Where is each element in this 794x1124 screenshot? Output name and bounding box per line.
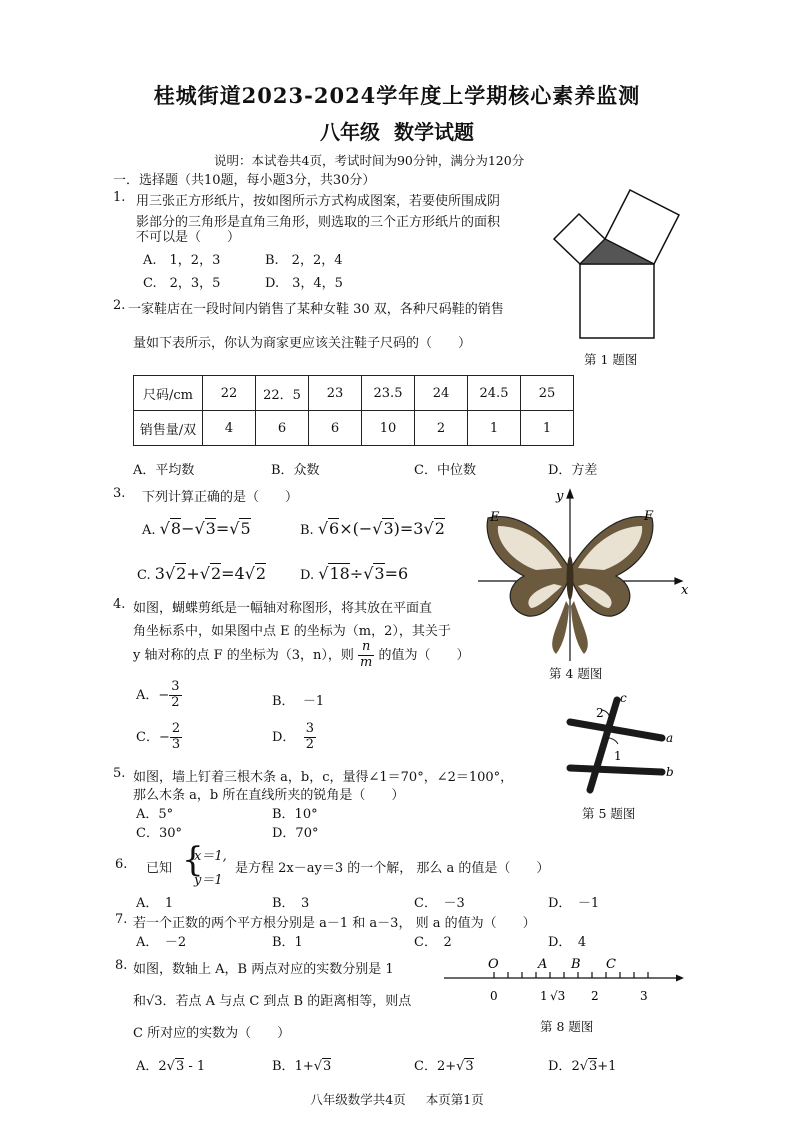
q4-option-d[interactable]: D． $\frac{3}{2}$ (272, 721, 314, 752)
q5-line2: 那么木条 a，b 所在直线所夹的锐角是（ ） (133, 788, 405, 803)
q6-sys-line2: y＝1 (194, 873, 223, 888)
q3-option-c[interactable]: C. 3√2+√2=4√2 (137, 564, 267, 583)
q3-option-c-label: C. (137, 568, 151, 583)
table-cell: 23.5 (362, 376, 415, 411)
table-cell: 6 (256, 411, 309, 446)
q1-option-c[interactable]: C. 2，3，5 (143, 276, 221, 291)
q5-line1: 如图，墙上钉着三根木条 a，b，c，量得∠1＝70°，∠2＝100°， (133, 770, 514, 785)
q4-option-a-label: A． (136, 687, 159, 703)
table-cell: 尺码/cm (134, 376, 203, 411)
q1-line3: 不可以是（ ） (136, 230, 241, 245)
table-cell: 25 (521, 376, 574, 411)
q7-option-d[interactable]: D． 4 (548, 935, 587, 950)
q6-option-d[interactable]: D． －1 (548, 896, 600, 911)
q7-option-a[interactable]: A． －2 (136, 935, 187, 950)
grade-label: 八年级 (320, 120, 380, 144)
q4-line3-end: 的值为（ ） (378, 647, 470, 663)
y-arrow-icon (567, 490, 573, 498)
q6-option-c[interactable]: C． －3 (414, 896, 465, 911)
table-row (134, 411, 574, 446)
q1-line2: 影部分的三角形是直角三角形，则选取的三个正方形纸片的面积 (136, 215, 501, 230)
q4-butterfly-figure (476, 486, 696, 662)
q6-option-b[interactable]: B． 3 (272, 896, 310, 911)
q4-option-b-value: －1 (302, 694, 325, 709)
q1-option-b[interactable]: B. 2，2，4 (265, 253, 343, 268)
table-cell: 24.5 (468, 376, 521, 411)
shaded-triangle (580, 239, 654, 264)
q4-option-a[interactable]: A．− $\frac{3}{2}$ (136, 679, 180, 710)
q4-option-d-label: D． (272, 729, 296, 745)
q2-option-b[interactable]: B．众数 (271, 463, 320, 478)
q5-option-a[interactable]: A．5° (136, 807, 174, 822)
exam-subtitle (0, 116, 794, 145)
q3-option-a-label: A. (142, 523, 156, 538)
bottom-square (580, 264, 654, 338)
q8-number-line (440, 952, 690, 1010)
q3-number: 3. (113, 486, 126, 501)
q2-option-a[interactable]: A．平均数 (133, 463, 195, 478)
table-cell: 24 (415, 376, 468, 411)
subject-label: 数学试题 (394, 120, 474, 144)
q1-number: 1. (113, 190, 126, 205)
point-A-label: A (538, 957, 548, 972)
q4-option-b-label: B． (272, 694, 295, 709)
q3-option-a[interactable]: A. √8−√3=√5 (142, 519, 251, 538)
q7-number: 7. (115, 912, 128, 927)
q1-option-d[interactable]: D. 3，4，5 (265, 276, 343, 291)
q8-caption: 第 8 题图 (540, 1019, 594, 1034)
q6-stem: 是方程 2x－ay＝3 的一个解， 那么 a 的值是（ ） (235, 861, 550, 876)
q4-option-c-label: C． (136, 729, 159, 745)
q8-option-d-label: D． (548, 1059, 572, 1074)
q4-line1: 如图，蝴蝶剪纸是一幅轴对称图形，将其放在平面直 (133, 601, 433, 616)
q8-option-b-label: B． (272, 1059, 295, 1074)
q3-option-d[interactable]: D. √18÷√3=6 (300, 564, 409, 583)
q2-option-d[interactable]: D．方差 (548, 463, 598, 478)
q8-line3: C 所对应的实数为（ ） (133, 1026, 291, 1041)
q8-line1: 如图，数轴上 A，B 两点对应的实数分别是 1 (133, 962, 394, 977)
q5-number: 5. (113, 766, 126, 781)
q2-line2: 量如下表所示，你认为商家更应该关注鞋子尺码的（ ） (133, 336, 472, 351)
tick-3-label: 3 (640, 989, 648, 1003)
table-cell: 22 (203, 376, 256, 411)
label-x: x (681, 583, 689, 598)
q8-option-c[interactable]: C．2+√3 (414, 1059, 474, 1074)
q7-stem: 若一个正数的两个平方根分别是 a－1 和 a－3， 则 a 的值为（ ） (133, 916, 536, 931)
q8-line2: 和√3．若点 A 与点 C 到点 B 的距离相等，则点 (133, 994, 412, 1009)
q4-line3 (133, 640, 470, 671)
table-cell: 1 (521, 411, 574, 446)
exam-note: 说明：本试卷共4页，考试时间为90分钟，满分为120分 (214, 153, 525, 168)
q8-option-b[interactable]: B．1+√3 (272, 1059, 332, 1074)
point-O-label: O (488, 957, 499, 972)
q6-brace: { (182, 840, 204, 880)
q5-sticks-figure (560, 690, 680, 798)
q8-option-d[interactable]: D．2√3+1 (548, 1059, 617, 1074)
frac-denominator: m (360, 654, 373, 670)
table-cell: 22．5 (256, 376, 309, 411)
q1-caption: 第 1 题图 (584, 352, 638, 367)
table-cell: 1 (468, 411, 521, 446)
footer-page-number: 本页第1页 (425, 1092, 484, 1107)
table-cell: 销售量/双 (134, 411, 203, 446)
q4-number: 4. (113, 597, 126, 612)
q1-option-a[interactable]: A. 1，2，3 (143, 253, 221, 268)
q1-squares-figure (548, 180, 698, 345)
q8-option-a-label: A． (136, 1059, 159, 1074)
q1-line1: 用三张正方形纸片，按如图所示方式构成图案，若要使所围成阴 (136, 194, 501, 209)
q5-option-d[interactable]: D．70° (272, 826, 319, 841)
footer-total-pages: 八年级数学共4页 (310, 1092, 406, 1107)
table-row (134, 376, 574, 411)
q4-line2: 角坐标系中，如果图中点 E 的坐标为（m，2），其关于 (133, 624, 451, 639)
q5-option-b[interactable]: B．10° (272, 807, 318, 822)
q6-number: 6. (115, 857, 128, 872)
stick-b (570, 768, 662, 772)
q3-option-b-label: B. (300, 523, 314, 538)
q8-option-c-label: C． (414, 1059, 437, 1074)
table-cell: 6 (309, 411, 362, 446)
point-B-label: B (571, 957, 581, 972)
q5-caption: 第 5 题图 (582, 806, 636, 821)
q6-pre: 已知 (146, 861, 173, 876)
tick-0-label: 0 (490, 989, 498, 1003)
label-F: F (644, 509, 654, 524)
tick-2-label: 2 (591, 989, 599, 1003)
label-a: a (666, 731, 674, 745)
table-cell: 23 (309, 376, 362, 411)
q3-option-b[interactable]: B. √6×(−√3)=3√2 (300, 519, 445, 538)
axis-arrow-icon (676, 975, 684, 982)
table-cell: 2 (415, 411, 468, 446)
label-y: y (556, 489, 564, 504)
stick-a (570, 722, 662, 738)
label-E: E (490, 510, 500, 525)
q3-stem: 下列计算正确的是（ ） (142, 490, 299, 505)
q2-option-c[interactable]: C．中位数 (414, 463, 476, 478)
q2-number: 2. (113, 298, 126, 313)
frac-numerator: n (358, 640, 374, 656)
q8-number: 8. (115, 958, 128, 973)
q6-sys-line1: x＝1, (194, 849, 227, 864)
q7-option-c[interactable]: C． 2 (414, 935, 452, 950)
q4-line3-text: y 轴对称的点 F 的坐标为（3，n），则 (133, 647, 354, 663)
q4-option-b[interactable] (272, 690, 324, 709)
q8-option-a[interactable]: A．2√3 - 1 (136, 1059, 206, 1074)
q5-option-c[interactable]: C．30° (136, 826, 182, 841)
tick-sqrt3-label: √3 (550, 989, 566, 1003)
page-footer (0, 1090, 794, 1108)
q6-option-a[interactable]: A． 1 (136, 896, 174, 911)
table-cell: 4 (203, 411, 256, 446)
q4-option-c[interactable]: C．− $\frac{2}{3}$ (136, 721, 181, 752)
q4-caption: 第 4 题图 (549, 666, 603, 681)
q2-size-table (133, 375, 574, 446)
axis-ticks (494, 972, 648, 978)
label-angle-2: 2 (596, 706, 604, 720)
section-heading: 一．选择题（共10题，每小题3分，共30分） (113, 173, 376, 188)
q7-option-b[interactable]: B．1 (272, 935, 303, 950)
point-C-label: C (606, 957, 616, 972)
q3-option-d-label: D. (300, 568, 315, 583)
label-angle-1: 1 (614, 749, 622, 763)
tick-1-label: 1 (540, 989, 548, 1003)
label-c: c (620, 691, 627, 705)
label-b: b (666, 765, 674, 779)
table-cell: 10 (362, 411, 415, 446)
q2-line1: 一家鞋店在一段时间内销售了某种女鞋 30 双，各种尺码鞋的销售 (128, 302, 504, 317)
exam-title: 桂城街道2023-2024学年度上学期核心素养监测 (153, 83, 641, 108)
